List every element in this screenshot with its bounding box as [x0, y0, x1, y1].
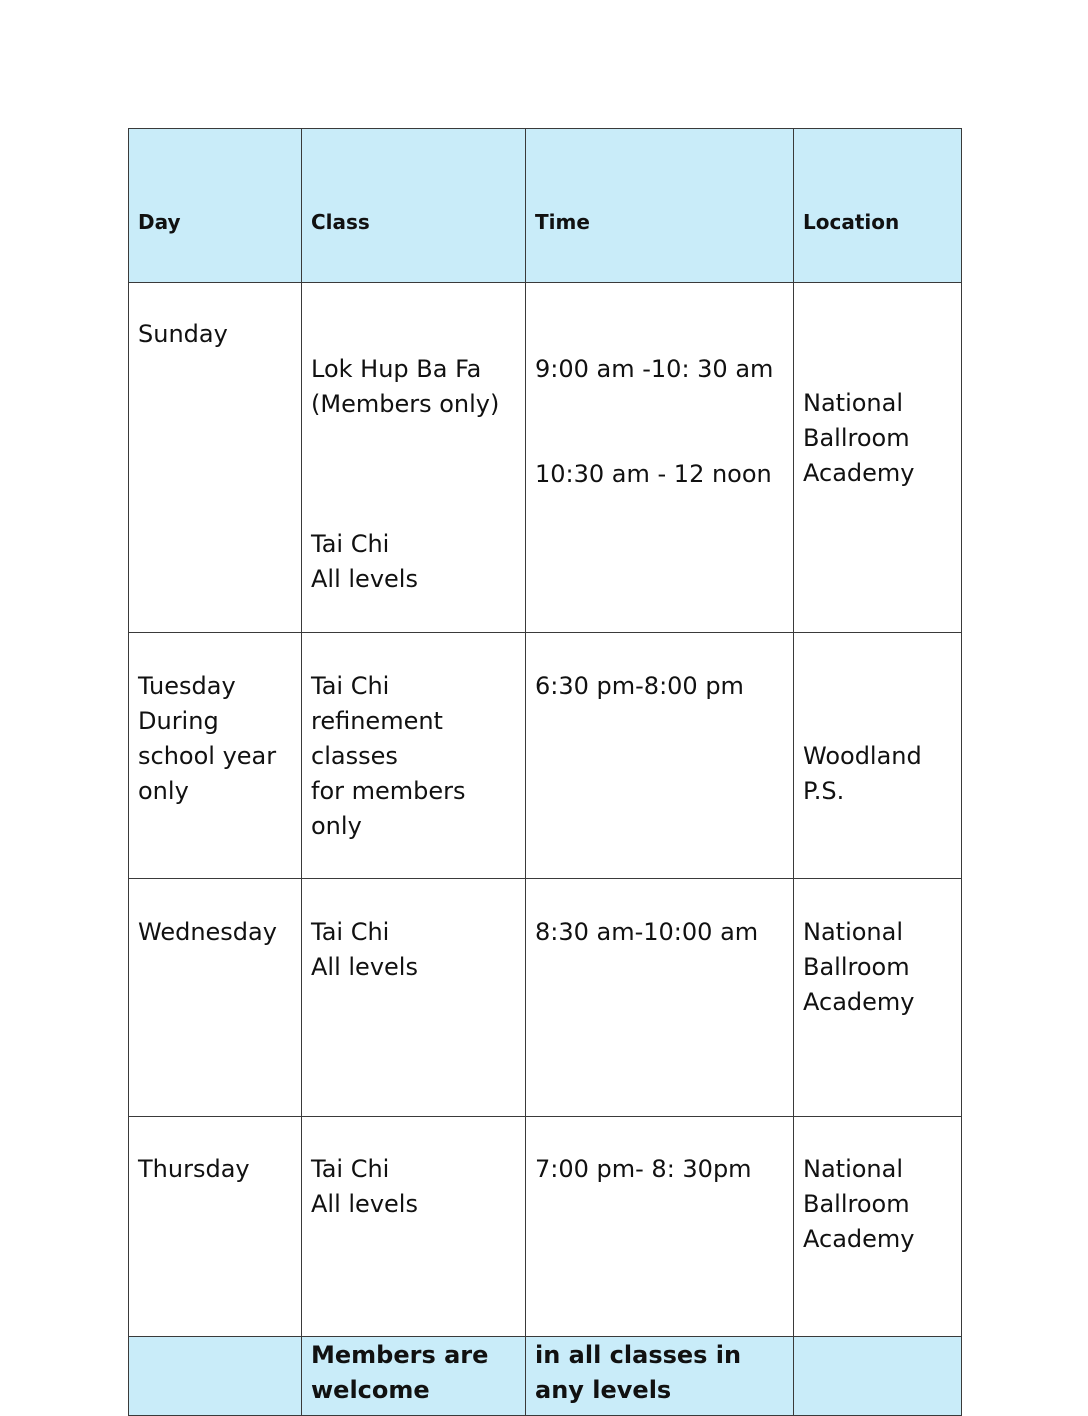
table-row-wednesday	[129, 879, 962, 1117]
class-tai-chi: Tai Chi All levels	[311, 530, 418, 593]
location-text: Woodland P.S.	[803, 742, 922, 805]
table-row-sunday	[129, 283, 962, 633]
header-location: Location	[794, 129, 962, 283]
header-class: Class	[302, 129, 526, 283]
cell-location: National Ballroom Academy	[794, 1117, 962, 1337]
spacer	[311, 457, 517, 492]
footer-location	[794, 1337, 962, 1416]
footer-class: Members are welcome	[302, 1337, 526, 1416]
footer-day	[129, 1337, 302, 1416]
time-first: 9:00 am -10: 30 am	[535, 355, 774, 383]
cell-time	[526, 283, 794, 633]
table-header-row	[129, 129, 962, 283]
cell-day: Wednesday	[129, 879, 302, 1117]
cell-time: 6:30 pm-8:00 pm	[526, 633, 794, 879]
cell-class: Tai Chi refinement classes for members only	[302, 633, 526, 879]
cell-class: Tai Chi All levels	[302, 1117, 526, 1337]
class-schedule-table	[128, 128, 962, 1416]
cell-day: Tuesday During school year only	[129, 633, 302, 879]
cell-location	[794, 633, 962, 879]
cell-time: 7:00 pm- 8: 30pm	[526, 1117, 794, 1337]
cell-time: 8:30 am-10:00 am	[526, 879, 794, 1117]
cell-class: Tai Chi All levels	[302, 879, 526, 1117]
time-second: 10:30 am - 12 noon	[535, 460, 772, 488]
table-footer-row	[129, 1337, 962, 1416]
footer-time: in all classes in any levels	[526, 1337, 794, 1416]
cell-day: Sunday	[129, 283, 302, 633]
header-time: Time	[526, 129, 794, 283]
cell-day: Thursday	[129, 1117, 302, 1337]
table-row-tuesday	[129, 633, 962, 879]
cell-location	[794, 283, 962, 633]
cell-class	[302, 283, 526, 633]
header-day: Day	[129, 129, 302, 283]
cell-location: National Ballroom Academy	[794, 879, 962, 1117]
class-lok-hup: Lok Hup Ba Fa (Members only)	[311, 355, 500, 418]
table-row-thursday	[129, 1117, 962, 1337]
location-text: National Ballroom Academy	[803, 389, 915, 487]
